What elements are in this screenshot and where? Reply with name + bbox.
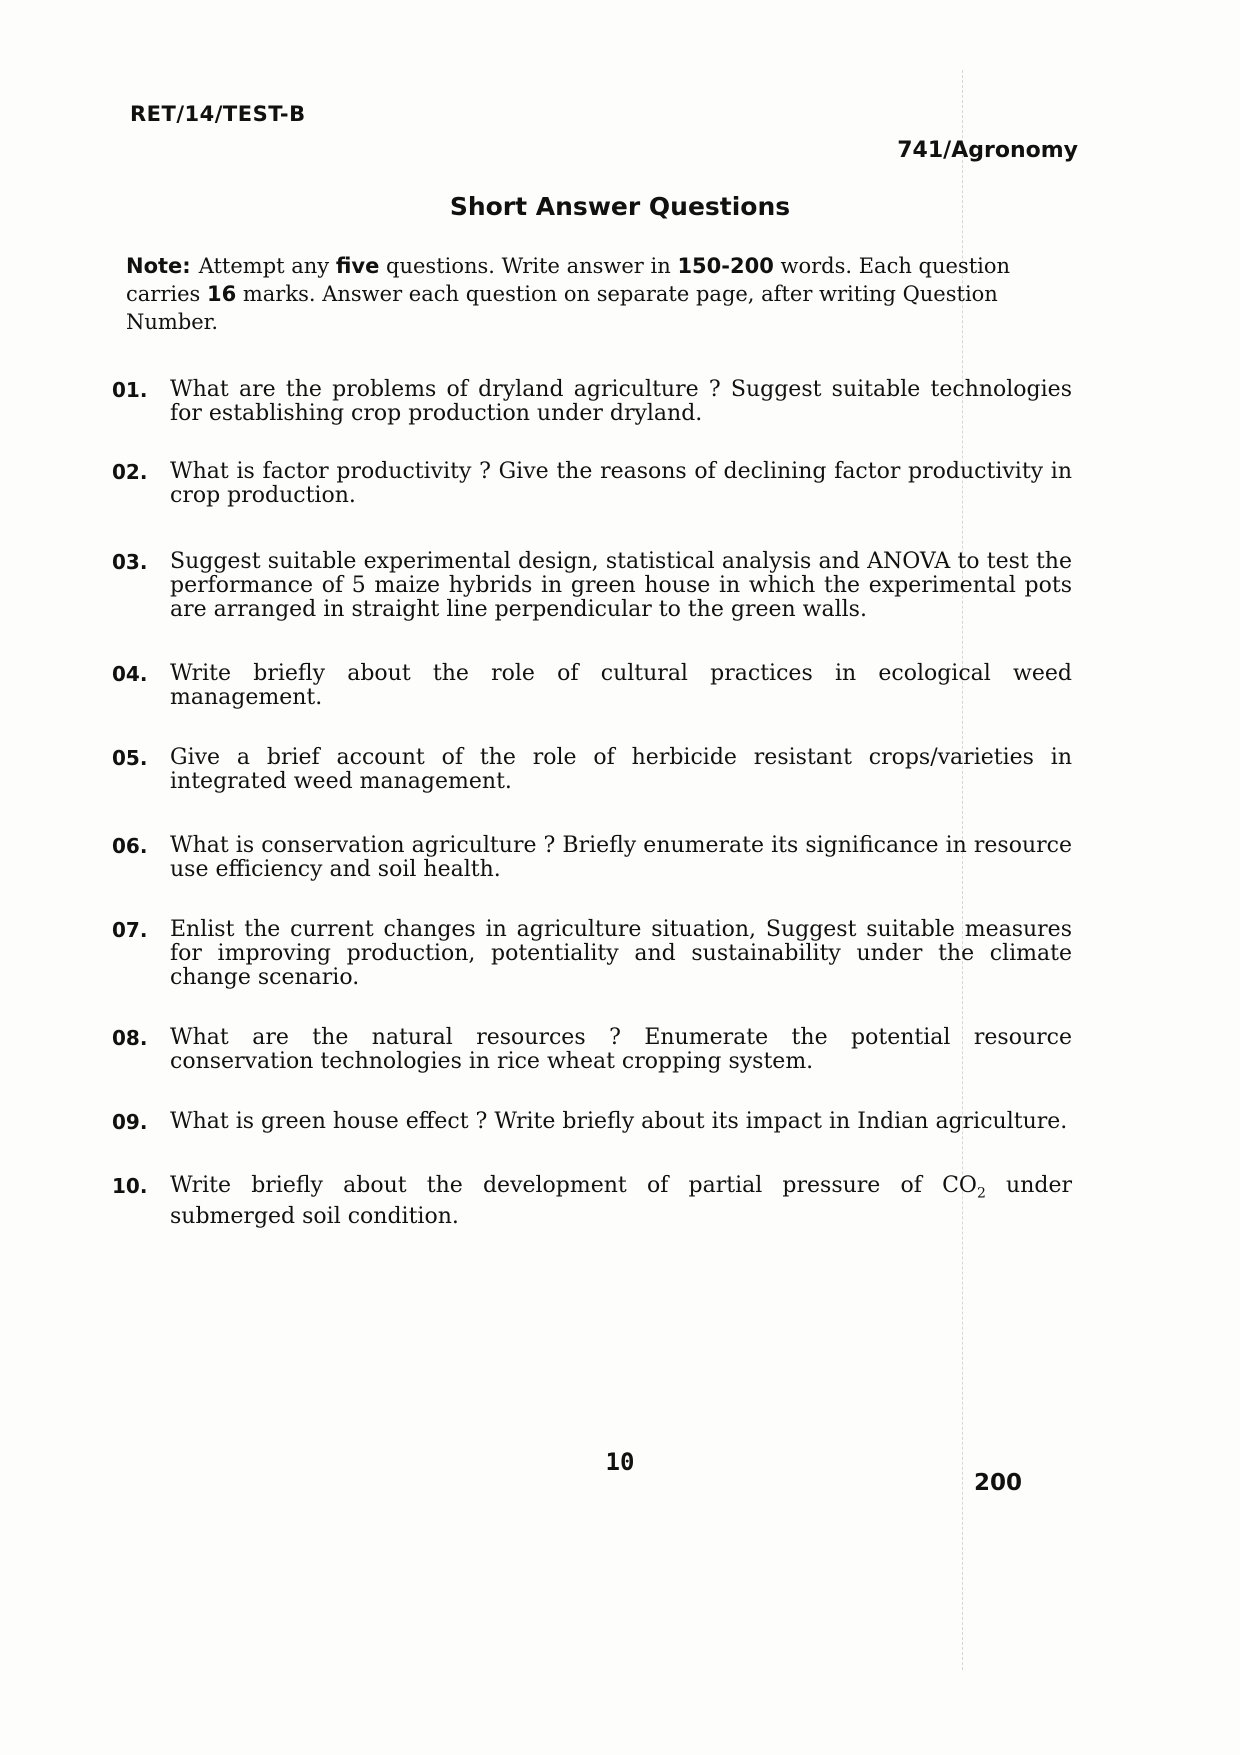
note-part-2: questions. Write answer in xyxy=(379,254,678,278)
question-number: 06. xyxy=(112,834,148,858)
question-text: What are the natural resources ? Enumerate the potential resource conservation technologies in rice wheat cropping system. xyxy=(170,1025,1072,1074)
question-number: 02. xyxy=(112,460,148,484)
question-text-part: Write briefly about the development of partial pressure of CO xyxy=(170,1173,977,1198)
note-text xyxy=(126,254,1010,334)
question-text: What is conservation agriculture ? Briefly enumerate its significance in resource use efficiency and soil health. xyxy=(170,833,1072,882)
question-text-part: under submerged soil condition. xyxy=(170,1173,1072,1230)
question-number: 01. xyxy=(112,378,148,402)
question-number: 09. xyxy=(112,1110,148,1134)
note-bold-marks: 16 xyxy=(206,282,237,306)
question-item xyxy=(112,662,1072,710)
note-part-3: words. Each question carries xyxy=(126,254,1011,306)
question-item xyxy=(112,1026,1072,1074)
note-bold-five: five xyxy=(335,254,380,278)
copy-count: 200 xyxy=(973,1470,1022,1496)
note-part-1: Attempt any xyxy=(198,254,336,278)
note-part-4: marks. Answer each question on separate page, after writing Question Number. xyxy=(126,282,998,334)
question-text xyxy=(170,1174,1072,1229)
question-number: 05. xyxy=(112,746,148,770)
question-item xyxy=(112,1174,1072,1229)
note-bold-word-count: 150-200 xyxy=(677,254,774,278)
question-item xyxy=(112,460,1072,508)
question-item xyxy=(112,1110,1072,1134)
paper-code: RET/14/TEST-B xyxy=(130,102,306,126)
instructions-note xyxy=(126,252,1076,336)
question-number: 07. xyxy=(112,918,148,942)
question-text: Enlist the current changes in agriculture situation, Suggest suitable measures for improving production, potentiality and sustainability under the climate change scenario. xyxy=(170,917,1072,990)
question-text: Give a brief account of the role of herbicide resistant crops/varieties in integrated weed management. xyxy=(170,745,1072,794)
question-item xyxy=(112,834,1072,882)
subject-code: 741/Agronomy xyxy=(897,138,1078,163)
question-item xyxy=(112,378,1072,426)
question-text: Write briefly about the role of cultural practices in ecological weed management. xyxy=(170,661,1072,710)
question-item xyxy=(112,746,1072,794)
question-text: Suggest suitable experimental design, statistical analysis and ANOVA to test the performance of 5 maize hybrids in green house in which the experimental pots are arranged in straight line perpendicular to the green walls. xyxy=(170,549,1072,622)
question-number: 04. xyxy=(112,662,148,686)
question-number: 10. xyxy=(112,1174,148,1198)
question-number: 08. xyxy=(112,1026,148,1050)
question-text: What is green house effect ? Write briefly about its impact in Indian agriculture. xyxy=(170,1109,1068,1134)
question-text: What is factor productivity ? Give the reasons of declining factor productivity in crop production. xyxy=(170,459,1072,508)
question-text: What are the problems of dryland agriculture ? Suggest suitable technologies for establishing crop production under dryland. xyxy=(170,377,1072,426)
note-label: Note: xyxy=(126,254,191,278)
section-title: Short Answer Questions xyxy=(449,192,791,221)
question-list xyxy=(112,378,1072,1229)
question-item xyxy=(112,918,1072,990)
question-item xyxy=(112,550,1072,622)
page-number: 10 xyxy=(605,1448,635,1476)
subscript-two: 2 xyxy=(976,1185,986,1202)
question-number: 03. xyxy=(112,550,148,574)
